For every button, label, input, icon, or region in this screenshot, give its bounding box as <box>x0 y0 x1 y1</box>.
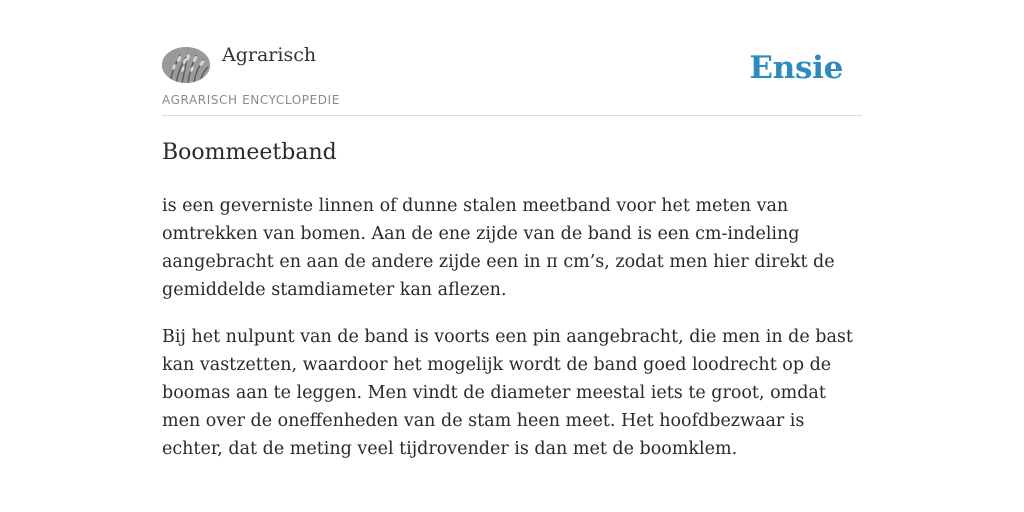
paragraph: Bij het nulpunt van de band is voorts een pin aangebracht, die men in de bast kan vastzetten, waardoor het mogelijk wordt de band goed loodrecht op de boomas aan te leggen. Men vindt de diameter meestal iets te groot, omdat men over de oneffenheden van de stam heen meet. Het hoofdbezwaar is echter, dat de meting veel tijdrovender is dan met de boomklem. <box>162 327 853 459</box>
page <box>162 0 862 459</box>
article-title: Boommeetband <box>162 140 337 165</box>
source-name-link[interactable]: Agrarisch <box>222 44 317 66</box>
header <box>162 0 862 116</box>
article-body <box>162 192 862 482</box>
avatar[interactable] <box>162 47 210 83</box>
paragraph: is een geverniste linnen of dunne stalen meetband voor het meten van omtrekken van bomen. Aan de ene zijde van de band is een cm-indeling aangebracht en aan de andere zijde een in π cm’s, zodat men hier direkt de gemiddelde stamdiameter kan aflezen. <box>162 196 835 300</box>
source-subtitle: AGRARISCH ENCYCLOPEDIE <box>162 93 340 107</box>
wheat-icon <box>162 47 210 83</box>
brand-logo-link[interactable]: Ensie <box>749 50 843 86</box>
